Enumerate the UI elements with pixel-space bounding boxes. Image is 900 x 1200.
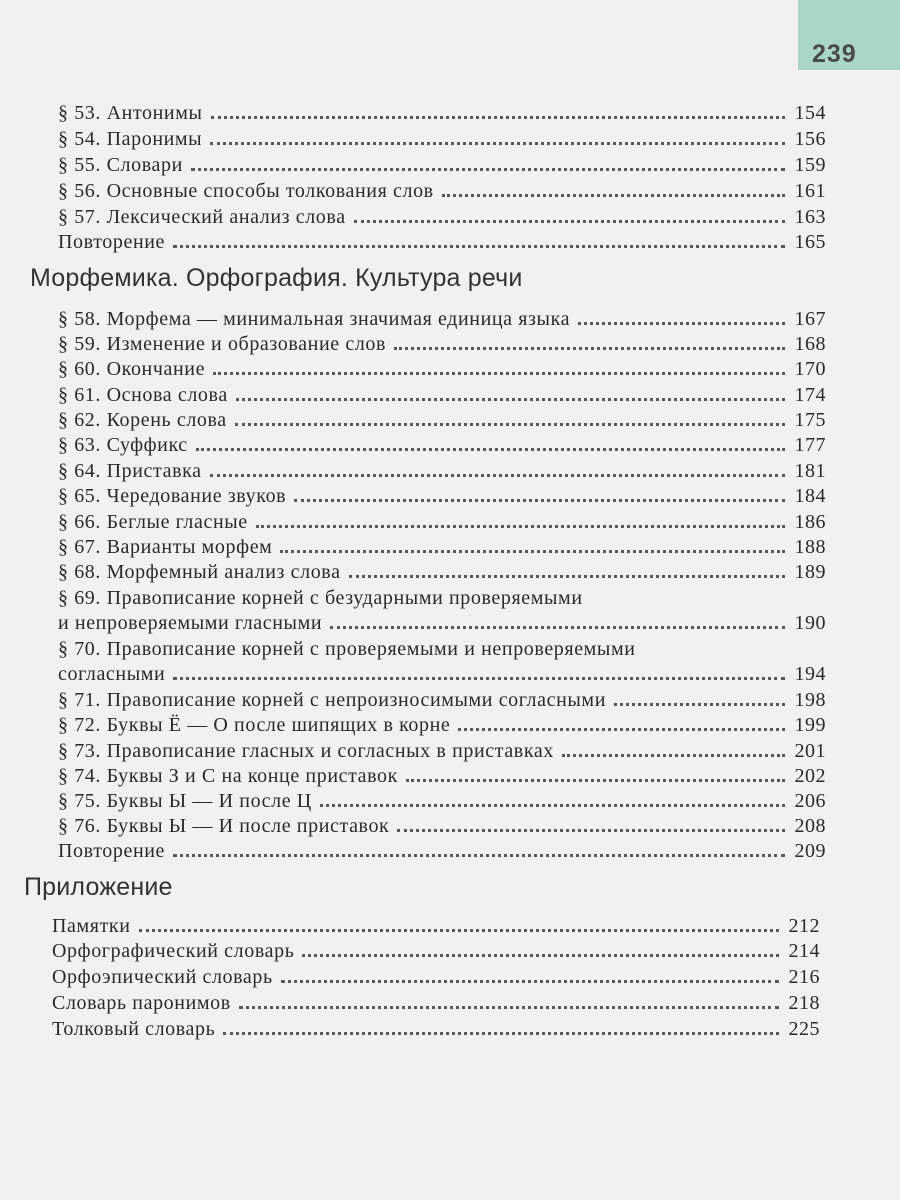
toc-entry[interactable] [58, 687, 826, 713]
toc-entry-page: 225 [788, 1018, 820, 1040]
toc-entry-title: Орфографический словарь [52, 940, 295, 962]
dot-leader [397, 821, 784, 832]
dot-leader [235, 415, 785, 426]
toc-entry-page: 218 [788, 992, 820, 1014]
toc-entry[interactable] [58, 788, 826, 814]
toc-entry[interactable] [52, 913, 820, 939]
dot-leader [349, 567, 785, 578]
dot-leader [330, 618, 784, 629]
toc-entry-title: § 66. Беглые гласные [58, 511, 248, 533]
toc-entry[interactable] [52, 990, 820, 1016]
toc-entry[interactable] [58, 100, 826, 126]
toc-entry-page: 209 [794, 840, 826, 862]
toc-entry[interactable] [58, 229, 826, 255]
toc-entry[interactable] [58, 126, 826, 152]
toc-entry-page: 188 [794, 536, 826, 558]
toc-entry-title: § 54. Паронимы [58, 128, 203, 150]
toc-entry-title: § 67. Варианты морфем [58, 536, 273, 558]
toc-entry-title: § 75. Буквы Ы — И после Ц [58, 790, 312, 812]
toc-entry[interactable] [58, 178, 826, 204]
dot-leader [223, 1024, 778, 1035]
toc-entry[interactable] [52, 938, 820, 964]
toc-entry-page: 167 [794, 308, 826, 330]
toc-entry-title: § 72. Буквы Ё — О после шипящих в корне [58, 714, 451, 736]
dot-leader [191, 160, 785, 171]
dot-leader [320, 796, 785, 807]
toc-entry-page: 177 [794, 434, 826, 456]
toc-entry-page: 161 [794, 180, 826, 202]
dot-leader [442, 186, 785, 197]
toc-entry-70-line2[interactable] [58, 661, 826, 687]
toc-entry-page: 168 [794, 333, 826, 355]
dot-leader [256, 517, 785, 528]
toc-entry-title: § 61. Основа слова [58, 384, 228, 406]
toc-entry[interactable] [58, 838, 826, 864]
toc-entry-page: 201 [794, 740, 826, 762]
toc-entry-title: § 74. Буквы З и С на конце приставок [58, 765, 398, 787]
toc-entry-title: Словарь паронимов [52, 992, 231, 1014]
dot-leader [458, 720, 784, 731]
toc-entry-title: § 63. Суффикс [58, 434, 188, 456]
dot-leader [236, 390, 785, 401]
dot-leader [578, 314, 784, 325]
toc-entry-page: 199 [794, 714, 826, 736]
toc-entry-70-line1[interactable] [58, 636, 778, 662]
toc-entry[interactable] [58, 712, 826, 738]
toc-entry[interactable] [58, 813, 826, 839]
toc-entry-page: 181 [794, 460, 826, 482]
toc-entry-page: 163 [794, 206, 826, 228]
dot-leader [302, 946, 778, 957]
toc-entry[interactable] [52, 964, 820, 990]
toc-entry-title: § 69. Правописание корней с безударными проверяемыми [58, 587, 583, 609]
toc-entry-page: 186 [794, 511, 826, 533]
toc-entry[interactable] [58, 534, 826, 560]
toc-entry-69-line2[interactable] [58, 610, 826, 636]
toc-entry-page: 206 [794, 790, 826, 812]
dot-leader [211, 108, 785, 119]
toc-entry[interactable] [58, 382, 826, 408]
toc-entry-title: Орфоэпический словарь [52, 966, 273, 988]
dot-leader [562, 746, 785, 757]
dot-leader [239, 998, 779, 1009]
dot-leader [173, 846, 784, 857]
toc-entry-title: § 68. Морфемный анализ слова [58, 561, 341, 583]
toc-entry-page: 184 [794, 485, 826, 507]
toc-entry-title: § 73. Правописание гласных и согласных в приставках [58, 740, 554, 762]
dot-leader [210, 466, 785, 477]
toc-entry-title: § 53. Антонимы [58, 102, 203, 124]
toc-entry[interactable] [58, 407, 826, 433]
page-number-tab [798, 0, 900, 70]
toc-entry-title: Памятки [52, 915, 131, 937]
toc-entry-69-line1[interactable] [58, 585, 778, 611]
dot-leader [354, 212, 785, 223]
toc-entry-page: 156 [794, 128, 826, 150]
toc-entry[interactable] [58, 356, 826, 382]
toc-entry[interactable] [58, 559, 826, 585]
toc-entry-title: § 60. Окончание [58, 358, 206, 380]
toc-entry[interactable] [52, 1016, 820, 1042]
toc-entry-page: 216 [788, 966, 820, 988]
dot-leader [196, 440, 785, 451]
toc-entry[interactable] [58, 458, 826, 484]
toc-entry-title: § 57. Лексический анализ слова [58, 206, 346, 228]
dot-leader [394, 339, 784, 350]
toc-entry-page: 174 [794, 384, 826, 406]
dot-leader [614, 695, 785, 706]
toc-entry-page: 175 [794, 409, 826, 431]
toc-entry-title: и непроверяемыми гласными [58, 612, 323, 634]
dot-leader [294, 491, 784, 502]
toc-entry-page: 208 [794, 815, 826, 837]
toc-entry-page: 202 [794, 765, 826, 787]
toc-entry-page: 198 [794, 689, 826, 711]
toc-entry[interactable] [58, 306, 826, 332]
toc-entry-title: § 56. Основные способы толкования слов [58, 180, 434, 202]
toc-entry-title: § 58. Морфема — минимальная значимая единица языка [58, 308, 571, 330]
toc-entry-page: 190 [794, 612, 826, 634]
dot-leader [281, 972, 779, 983]
toc-entry-title: § 71. Правописание корней с непроизносимыми согласными [58, 689, 606, 711]
dot-leader [280, 542, 784, 553]
toc-entry-title: § 59. Изменение и образование слов [58, 333, 387, 355]
dot-leader [139, 921, 779, 932]
toc-entry[interactable] [58, 204, 826, 230]
toc-entry[interactable] [58, 331, 826, 357]
toc-entry-title: § 65. Чередование звуков [58, 485, 287, 507]
toc-entry-title: § 70. Правописание корней с проверяемыми и непроверяемыми [58, 638, 636, 660]
toc-entry[interactable] [58, 152, 826, 178]
toc-entry[interactable] [58, 509, 826, 535]
toc-entry-title: Повторение [58, 840, 166, 862]
dot-leader [213, 364, 784, 375]
section-heading-appendix: Приложение [24, 873, 173, 901]
dot-leader [173, 237, 784, 248]
dot-leader [406, 771, 785, 782]
toc-entry-title: § 55. Словари [58, 154, 183, 176]
toc-entry-title: § 62. Корень слова [58, 409, 227, 431]
toc-entry-page: 214 [788, 940, 820, 962]
page-number: 239 [812, 40, 857, 68]
toc-entry-page: 194 [794, 663, 826, 685]
dot-leader [210, 134, 784, 145]
toc-entry[interactable] [58, 432, 826, 458]
toc-entry-page: 159 [794, 154, 826, 176]
toc-entry[interactable] [58, 483, 826, 509]
toc-entry[interactable] [58, 738, 826, 764]
toc-entry-title: Толковый словарь [52, 1018, 216, 1040]
section-heading-morphemics: Морфемика. Орфография. Культура речи [30, 264, 523, 292]
toc-entry-page: 212 [788, 915, 820, 937]
toc-entry-page: 189 [794, 561, 826, 583]
toc-entry-title: согласными [58, 663, 166, 685]
toc-entry-page: 154 [794, 102, 826, 124]
dot-leader [173, 669, 784, 680]
toc-entry-title: § 64. Приставка [58, 460, 202, 482]
toc-entry-page: 170 [794, 358, 826, 380]
toc-entry[interactable] [58, 763, 826, 789]
toc-entry-title: § 76. Буквы Ы — И после приставок [58, 815, 390, 837]
toc-entry-title: Повторение [58, 231, 166, 253]
toc-entry-page: 165 [794, 231, 826, 253]
